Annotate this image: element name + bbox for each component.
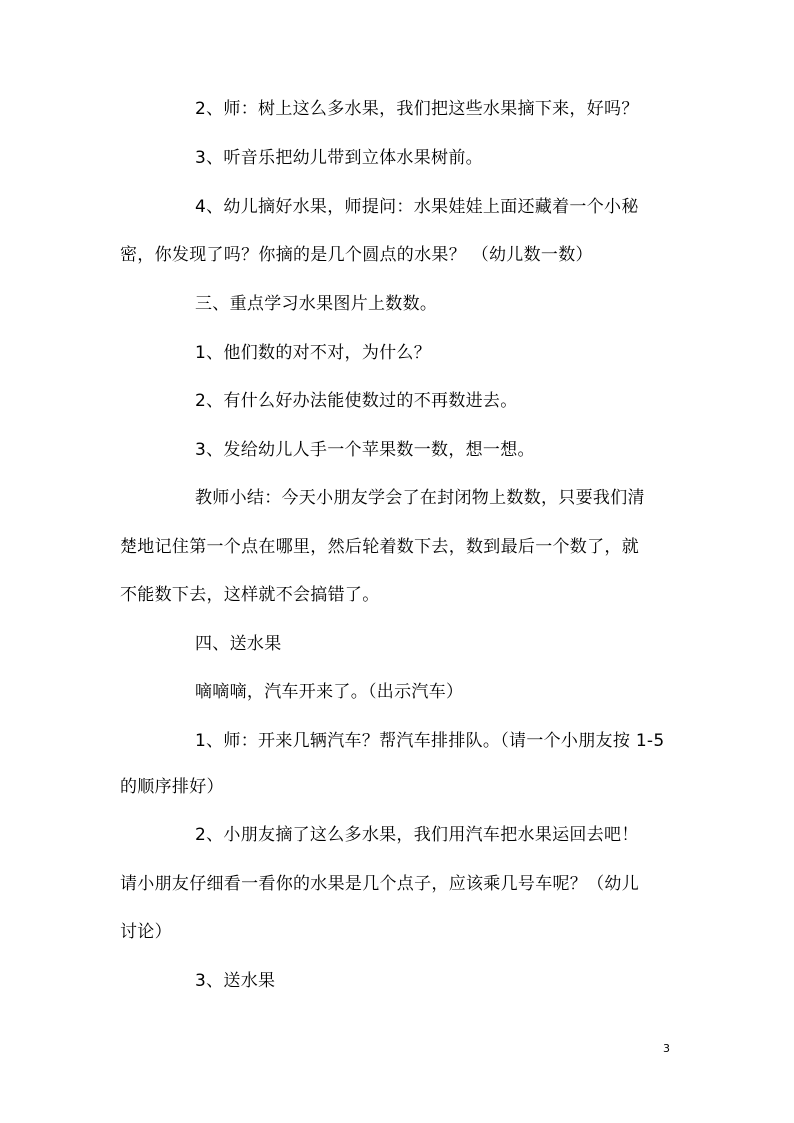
paragraph-line: 请小朋友仔细看一看你的水果是几个点子，应该乘几号车呢？（幼儿 bbox=[120, 874, 639, 894]
paragraph-line: 的顺序排好） bbox=[120, 777, 224, 797]
paragraph-line: 2、师：树上这么多水果，我们把这些水果摘下来，好吗？ bbox=[195, 99, 639, 119]
page-number: 3 bbox=[663, 1042, 670, 1055]
paragraph-line: 1、他们数的对不对，为什么？ bbox=[195, 343, 432, 363]
paragraph-line: 1、师：开来几辆汽车？帮汽车排排队。（请一个小朋友按 1-5 bbox=[195, 731, 665, 751]
paragraph-line: 3、送水果 bbox=[195, 971, 276, 991]
paragraph-line: 2、有什么好办法能使数过的不再数进去。 bbox=[195, 391, 518, 411]
paragraph-line: 不能数下去，这样就不会搞错了。 bbox=[120, 585, 380, 605]
paragraph-line: 3、听音乐把幼儿带到立体水果树前。 bbox=[195, 148, 483, 168]
paragraph-line: 4、幼儿摘好水果，师提问：水果娃娃上面还藏着一个小秘 bbox=[195, 197, 639, 217]
paragraph-line: 楚地记住第一个点在哪里，然后轮着数下去，数到最后一个数了，就 bbox=[120, 537, 639, 557]
paragraph-line: 3、发给幼儿人手一个苹果数一数，想一想。 bbox=[195, 440, 535, 460]
paragraph-line: 讨论） bbox=[120, 922, 172, 942]
paragraph-line: 密，你发现了吗？你摘的是几个圆点的水果？ （幼儿数一数） bbox=[120, 245, 593, 265]
paragraph-line: 教师小结：今天小朋友学会了在封闭物上数数，只要我们清 bbox=[195, 488, 645, 508]
section-heading: 三、重点学习水果图片上数数。 bbox=[195, 294, 438, 314]
paragraph-line: 嘀嘀嘀，汽车开来了。（出示汽车） bbox=[195, 682, 464, 702]
paragraph-line: 2、小朋友摘了这么多水果，我们用汽车把水果运回去吧！ bbox=[195, 825, 639, 845]
section-heading: 四、送水果 bbox=[195, 634, 282, 654]
